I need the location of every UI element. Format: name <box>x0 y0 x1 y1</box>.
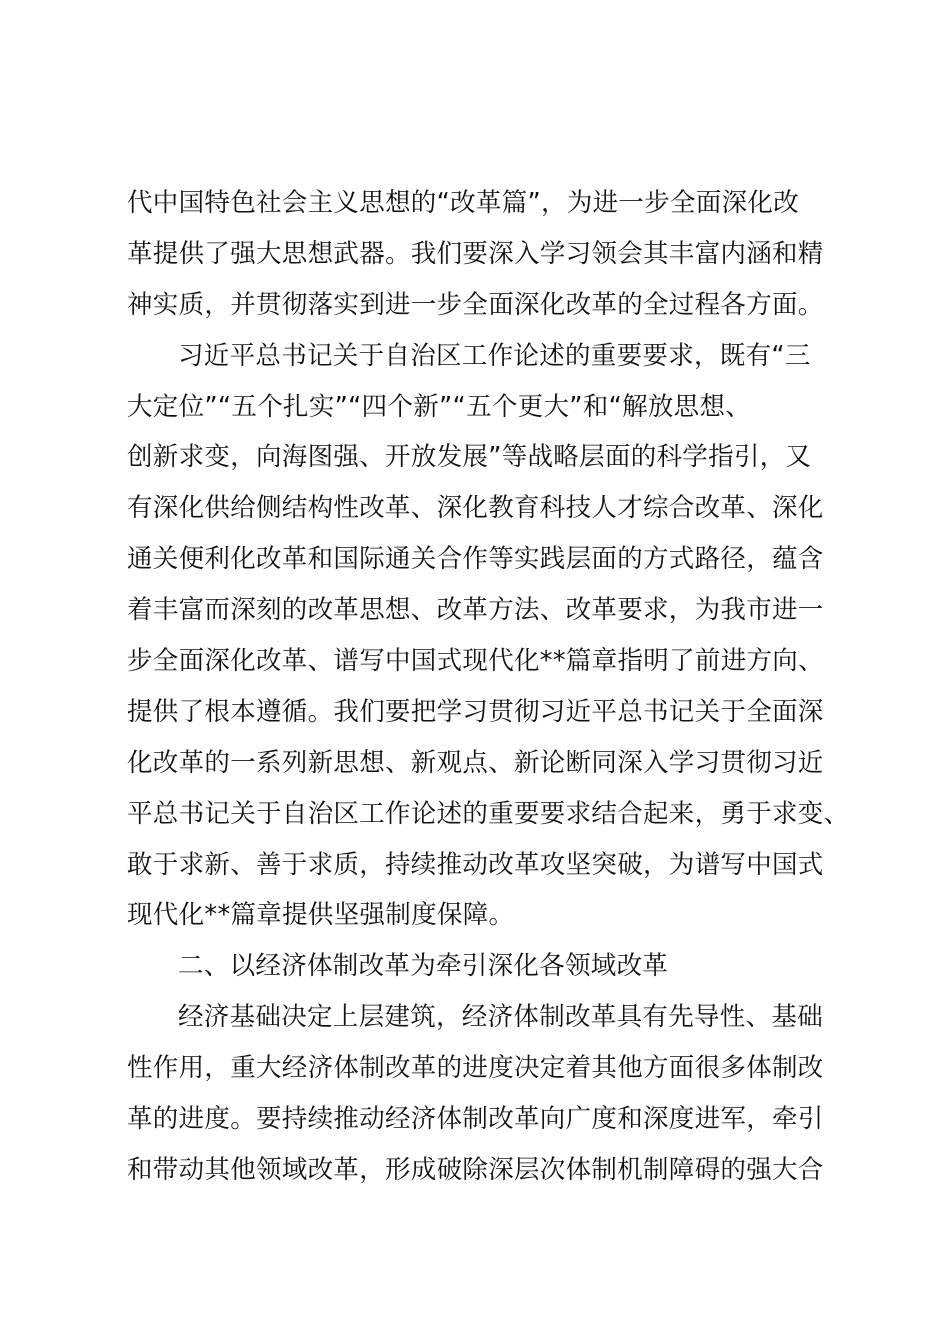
text-line: 代中国特色社会主义思想的“改革篇”，为进一步全面深化改 <box>127 188 800 218</box>
paragraph-first-line: 经济基础决定上层建筑，经济体制改革具有先导性、基础 <box>178 1002 824 1033</box>
text-line: 提供了根本遵循。我们要把学习贯彻习近平总书记关于全面深 <box>127 696 824 727</box>
paragraph-first-line: 习近平总书记关于自治区工作论述的重要要求，既有“三 <box>178 340 811 371</box>
text-line: 创新求变，向海图强、开放发展”等战略层面的科学指引，又 <box>127 442 812 473</box>
document-body <box>127 178 850 1196</box>
text-line: 着丰富而深刻的改革思想、改革方法、改革要求，为我市进一 <box>127 595 824 626</box>
text-line: 有深化供给侧结构性改革、深化教育科技人才综合改革、深化 <box>127 493 824 524</box>
text-line: 革的进度。要持续推动经济体制改革向广度和深度进军，牵引 <box>127 1104 824 1135</box>
section-heading: 二、以经济体制改革为牵引深化各领域改革 <box>178 951 669 982</box>
text-line: 化改革的一系列新思想、新观点、新论断同深入学习贯彻习近 <box>127 747 824 778</box>
text-line: 敢于求新、善于求质，持续推动改革攻坚突破，为谱写中国式 <box>127 849 824 880</box>
text-line: 和带动其他领域改革，形成破除深层次体制机制障碍的强大合 <box>127 1154 824 1185</box>
text-line: 现代化**篇章提供坚强制度保障。 <box>127 900 515 931</box>
text-line: 性作用，重大经济体制改革的进度决定着其他方面很多体制改 <box>127 1053 824 1084</box>
text-line: 平总书记关于自治区工作论述的重要要求结合起来，勇于求变、 <box>127 798 850 829</box>
text-line: 神实质，并贯彻落实到进一步全面深化改革的全过程各方面。 <box>127 289 824 320</box>
text-line: 步全面深化改革、谱写中国式现代化**篇章指明了前进方向、 <box>127 646 824 677</box>
text-line: 革提供了强大思想武器。我们要深入学习领会其丰富内涵和精 <box>127 238 824 269</box>
text-line: 通关便利化改革和国际通关合作等实践层面的方式路径，蕴含 <box>127 544 824 575</box>
text-line: 大定位”“五个扎实”“四个新”“五个更大”和“解放思想、 <box>127 391 752 422</box>
